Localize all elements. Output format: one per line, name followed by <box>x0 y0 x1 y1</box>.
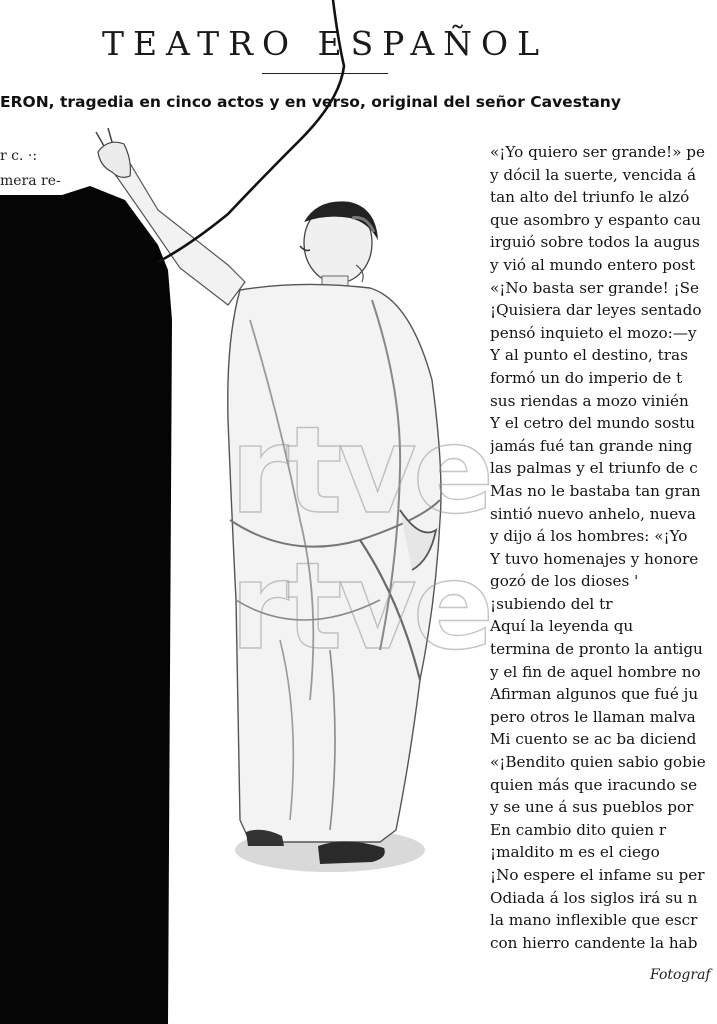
poem-line: y dijo á los hombres: «¡Yo <box>490 527 688 546</box>
poem-line: tan alto del triunfo le alzó <box>490 188 690 207</box>
poem-line: y el fin de aquel hombre no <box>490 662 701 681</box>
poem-line: sintió nuevo anhelo, nueva <box>490 504 696 523</box>
torn-shadow <box>0 186 172 1024</box>
poem-line: Mas no le bastaba tan gran <box>490 481 701 500</box>
raised-hand <box>98 142 130 177</box>
poem-line: Y tuvo homenajes y honore <box>490 549 699 568</box>
poem-line: ¡Quisiera dar leyes sentado <box>490 301 702 320</box>
poem-line: pensó inquieto el mozo:—y <box>490 323 697 342</box>
masthead-title: TEATRO ESPAÑOL <box>101 24 549 63</box>
poem-line: termina de pronto la antigu <box>490 640 703 659</box>
poem-line: gozó de los dioses ' <box>490 572 639 591</box>
poem-line: ¡No espere el infame su per <box>490 866 705 884</box>
poem-line: Y al punto el destino, tras <box>490 346 688 365</box>
poem-line: Y el cetro del mundo sostu <box>490 414 696 433</box>
poem-column <box>490 141 717 954</box>
poem-line: Afirman algunos que fué ju <box>490 685 699 704</box>
photo-credit: Fotograf <box>650 967 711 983</box>
poem-line: Aquí la leyenda qu <box>490 617 634 636</box>
poem-line: En cambio dito quien r <box>490 820 667 839</box>
poem-line: y dócil la suerte, vencida á <box>490 165 697 184</box>
poem-line: ¡subiendo del tr <box>490 594 613 613</box>
poem-line: que asombro y espanto cau <box>490 210 701 229</box>
poem-line: las palmas y el triunfo de c <box>490 459 698 478</box>
left-column-fragment: mera re- <box>0 173 61 189</box>
poem-line: la mano inflexible que escr <box>490 911 698 930</box>
poem-line: ¡maldito m es el ciego <box>490 843 660 862</box>
poem-line: irguió sobre todos la augus <box>490 233 700 252</box>
poem-line: «¡Yo quiero ser grande!» pe <box>490 143 705 161</box>
poem-line: quien más que iracundo se <box>490 775 698 794</box>
poem-line: Odiada á los siglos irá su n <box>490 888 698 907</box>
poem-line: con hierro candente la hab <box>490 933 698 952</box>
poem-line: jamás fué tan grande ning <box>490 436 693 455</box>
play-subtitle: ERON, tragedia en cinco actos y en verso, original del señor Cavestany <box>0 93 621 111</box>
watermark: rtve <box>229 538 491 677</box>
poem-line: Mi cuento se ac ba diciend <box>490 730 697 749</box>
poem-line: sus riendas a mozo vinién <box>490 391 689 410</box>
poem-line: «¡Bendito quien sabio gobie <box>490 753 706 772</box>
poem-line: formó un do imperio de t <box>490 368 683 387</box>
left-column-fragment: r c. ·: <box>0 148 38 164</box>
poem-line: pero otros le llaman malva <box>490 707 696 726</box>
watermark: rtve <box>229 402 491 541</box>
poem-line: y vió al mundo entero post <box>490 255 696 274</box>
poem-line: y se une á sus pueblos por <box>490 798 694 817</box>
poem-line: «¡No basta ser grande! ¡Se <box>490 278 700 297</box>
